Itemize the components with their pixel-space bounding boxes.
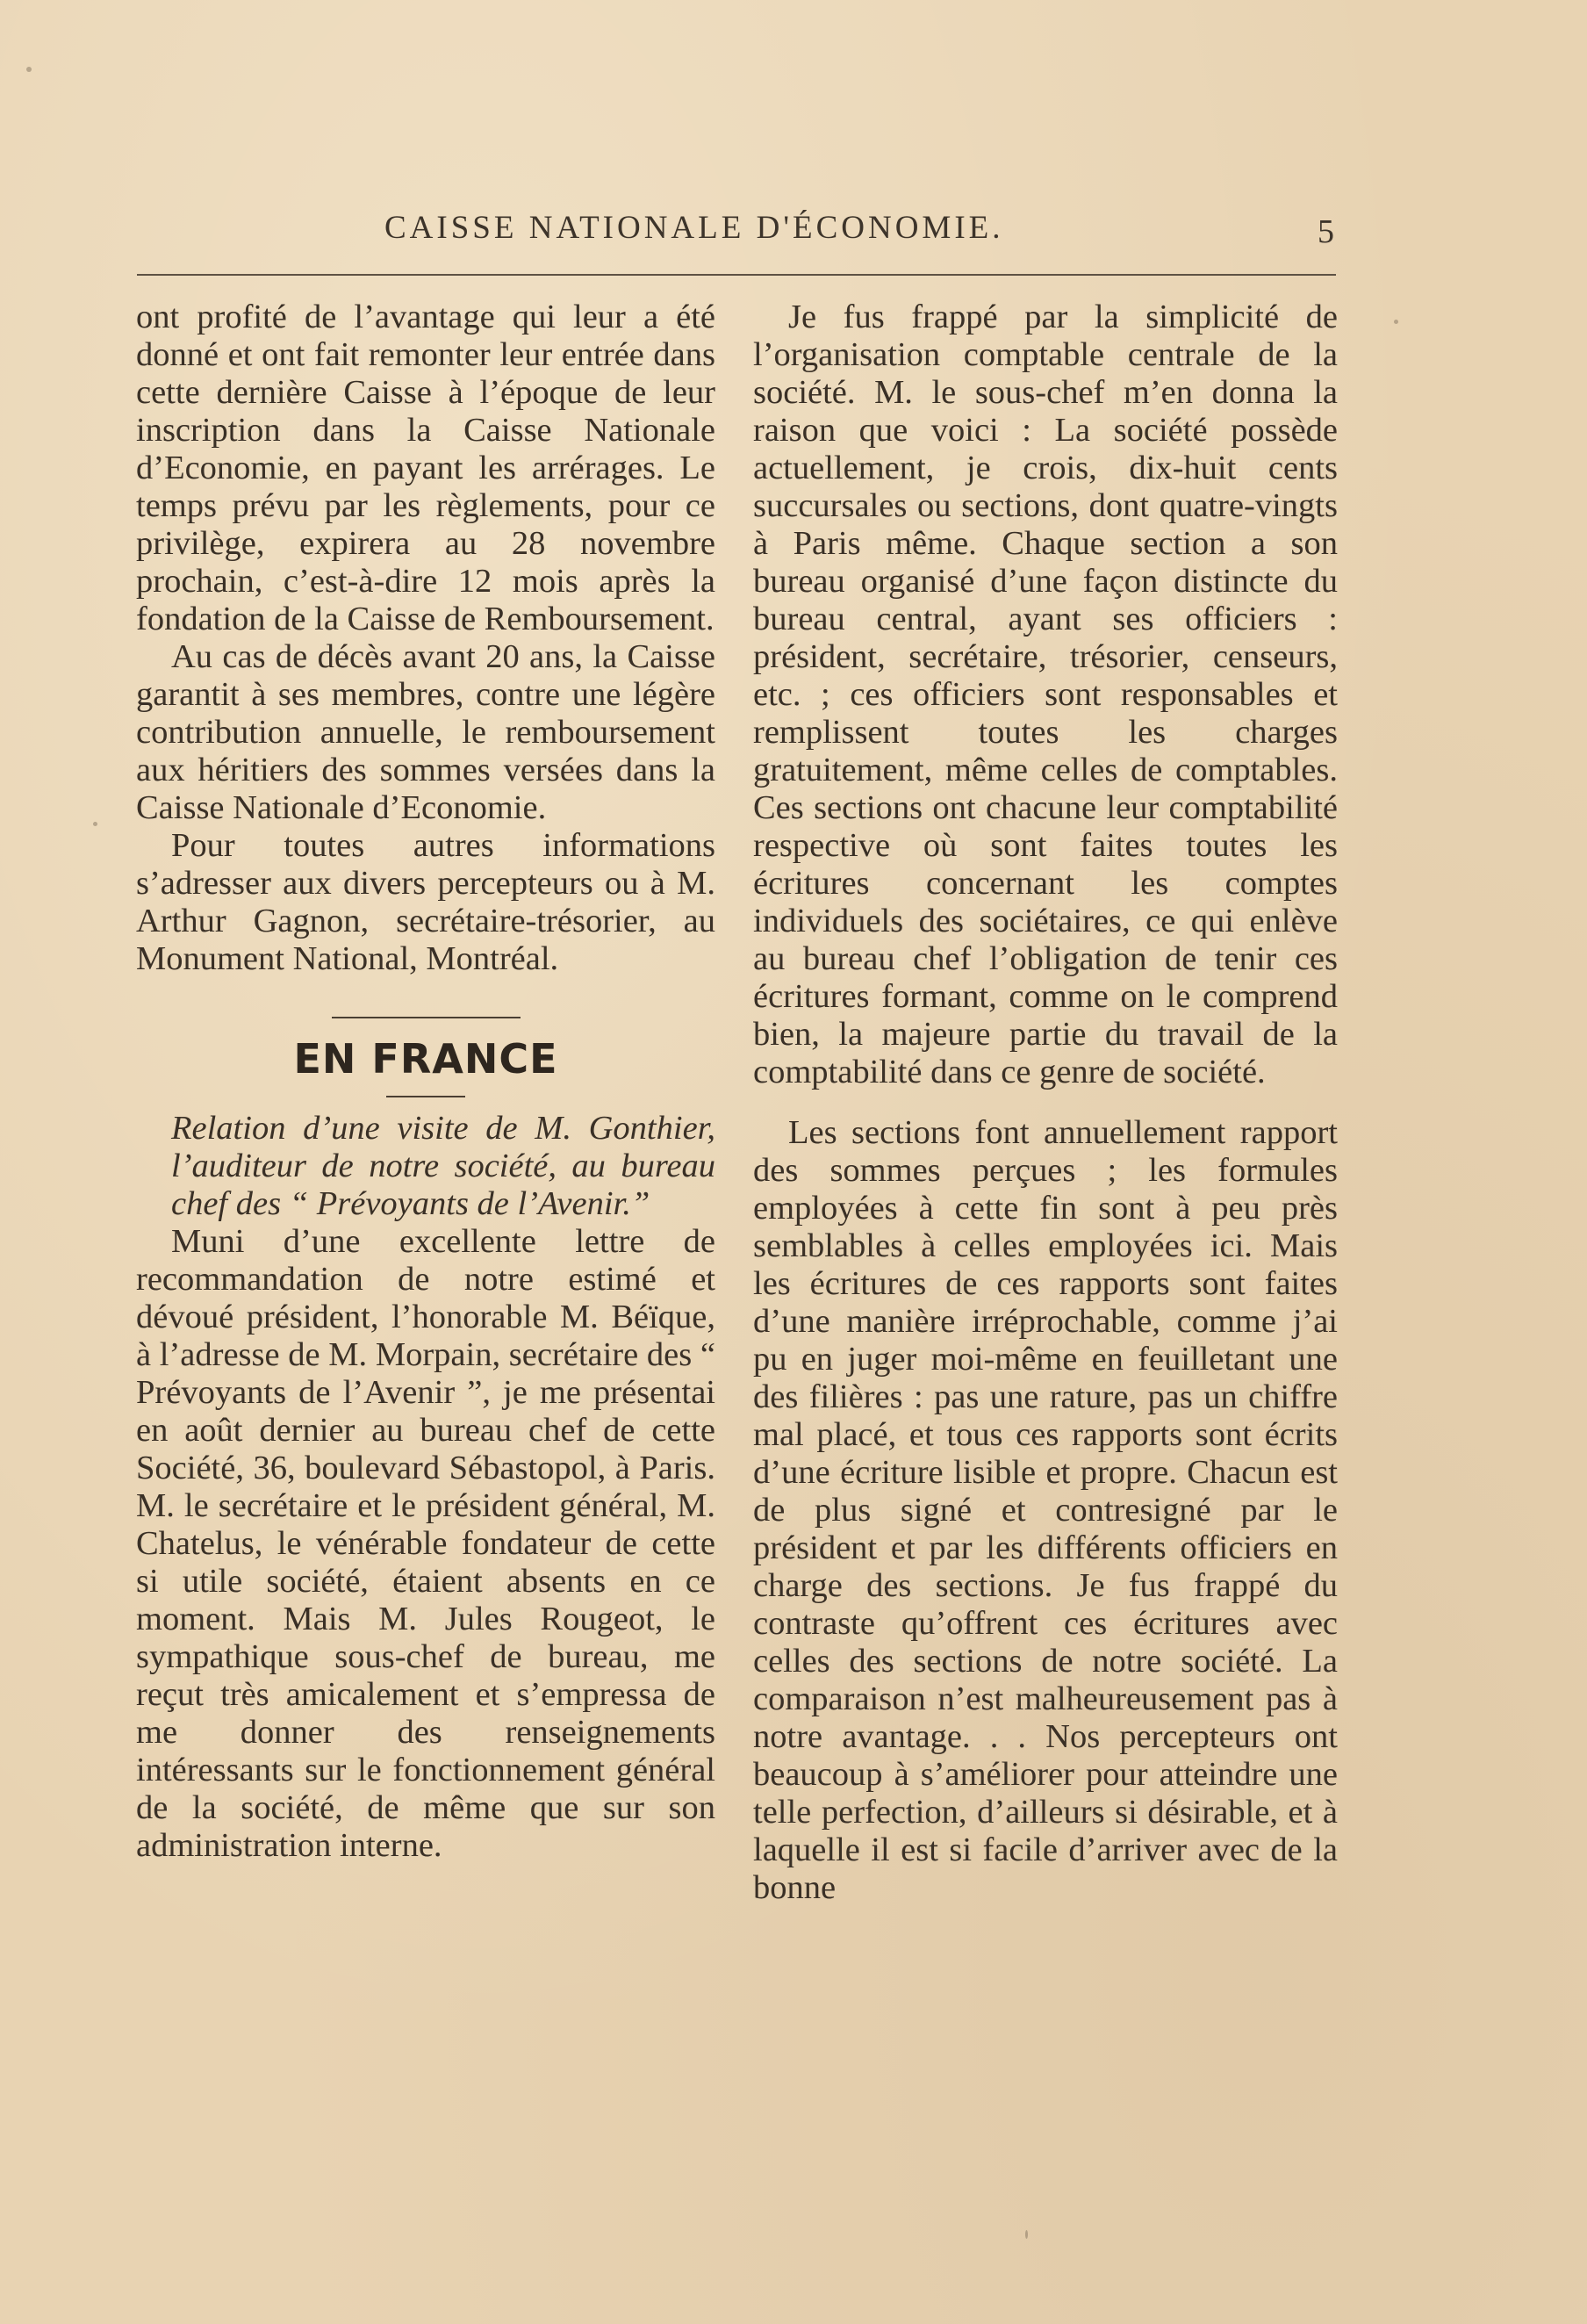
running-title: CAISSE NATIONALE D'ÉCONOMIE. (384, 210, 1004, 246)
running-head (140, 209, 1334, 262)
heading-underline (386, 1096, 465, 1097)
article-subtitle: Relation d’une visite de M. Gonthier, l’auditeur de notre société, au bureau chef des “ Prévoyants de l’Avenir.” (171, 1110, 715, 1222)
paper-speck (1394, 320, 1398, 324)
right-column (753, 299, 1338, 2160)
paper-speck (1025, 2230, 1028, 2239)
header-rule (137, 274, 1336, 276)
right-paragraph-1: Je fus frappé par la simplicité de l’organisation comptable centrale de la société. M. le sous-chef m’en donna la raison que voici : La société possède actuellement, je crois, dix-huit cents succursales ou sections, dont quatre-vingts à Paris même. Chaque section a son bureau organisé d’une façon distincte du bureau central, ayant ses officiers : président, secrétaire, trésorier, censeurs, etc. ; ces officiers sont responsables et remplissent toutes les charges gratuitement, même celles de comptables. Ces sections ont chacune leur comptabilité respective où sont faites toutes les écritures concernant les comptes individuels des sociétaires, ce qui enlève au bureau chef l’obligation de tenir ces écritures formant, comme on le comprend bien, la majeure partie du travail de la comptabilité dans ce genre de société. (753, 299, 1338, 1090)
left-paragraph-4: Muni d’une excellente lettre de recommandation de notre estimé et dévoué président, l’honorable M. Béïque, à l’adresse de M. Morpain, secrétaire des “ Prévoyants de l’Avenir ”, je me présentai en août dernier au bureau chef de cette Société, 36, boulevard Sébastopol, à Paris. M. le secrétaire et le président général, M. Chatelus, le vénérable fondateur de cette si utile société, étaient absents en ce moment. Mais M. Jules Rougeot, le sympathique sous-chef de bureau, me reçut très amicalement et s’empressa de me donner des renseignements intéressants sur le fonctionnement général de la société, de même que sur son administration interne. (136, 1223, 715, 1864)
left-paragraph-3: Pour toutes autres informations s’adresser aux divers percepteurs ou à M. Arthur Gagnon, secrétaire-trésorier, au Monument National, Montréal. (136, 827, 715, 977)
section-heading: EN FRANCE (293, 1035, 558, 1083)
page-number: 5 (1318, 213, 1334, 250)
paper-speck (26, 67, 32, 72)
left-paragraph-2: Au cas de décès avant 20 ans, la Caisse garantit à ses membres, contre une légère contribution annuelle, le remboursement aux héritiers des sommes versées dans la Caisse Nationale d’Economie. (136, 638, 715, 826)
section-divider (332, 1017, 521, 1018)
paper-speck (93, 822, 97, 826)
right-paragraph-2: Les sections font annuellement rapport des sommes perçues ; les formules employées à cette fin sont à peu près semblables à celles employées ici. Mais les écritures de ces rapports sont faites d’une manière irréprochable, comme j’ai pu en juger moi-même en feuilletant une des filières : pas une rature, pas un chiffre mal placé, et tous ces rapports sont écrits d’une écriture lisible et propre. Chacun est de plus signé et contresigné par le président et par les différents officiers en charge des sections. Je fus frappé du contraste qu’offrent ces écritures avec celles des sections de notre société. La comparaison n’est malheureusement pas à notre avantage. . . Nos percepteurs ont beaucoup à s’améliorer pour atteindre une telle perfection, d’ailleurs si désirable, et à laquelle il est si facile d’arriver avec de la bonne (753, 1114, 1338, 1906)
left-column (136, 299, 715, 2160)
left-paragraph-1: ont profité de l’avantage qui leur a été donné et ont fait remonter leur entrée dans cette dernière Caisse à l’époque de leur inscription dans la Caisse Nationale d’Economie, en payant les arrérages. Le temps prévu par les règlements, pour ce privilège, expirera au 28 novembre prochain, c’est-à-dire 12 mois après la fondation de la Caisse de Remboursement. (136, 299, 715, 637)
